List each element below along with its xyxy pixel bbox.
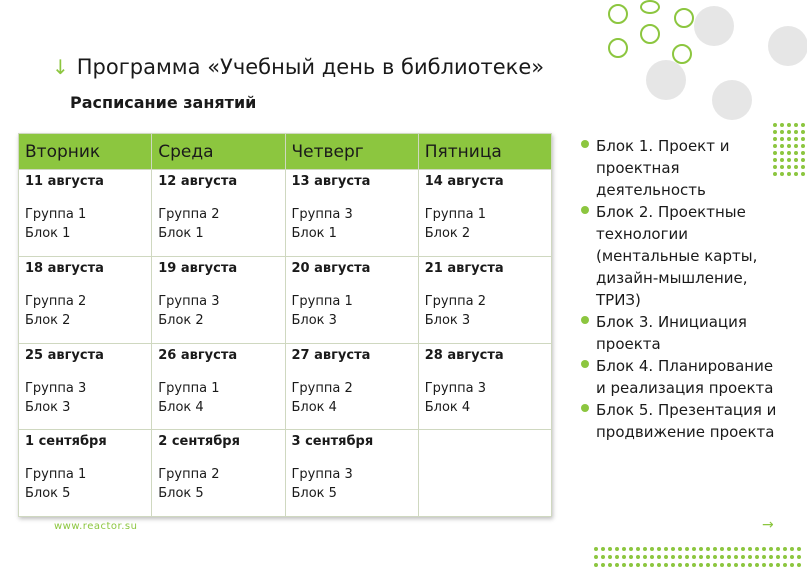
schedule-cell-empty (418, 430, 551, 517)
blocks-list (584, 135, 784, 443)
cell-date: 20 августа (291, 260, 371, 276)
cell-date: 18 августа (25, 260, 104, 276)
schedule-cell (19, 170, 152, 257)
cell-group: Группа 3 (158, 293, 220, 309)
cell-group: Группа 3 (291, 467, 353, 483)
schedule-cell (152, 170, 285, 257)
cell-block: Блок 4 (291, 399, 337, 415)
schedule-cell (19, 430, 152, 517)
list-item-text: Блок 2. Проектные технологии (ментальные карты, дизайн-мышление, ТРИЗ) (596, 203, 758, 309)
column-header: Вторник (19, 134, 152, 170)
cell-date: 21 августа (424, 260, 504, 276)
schedule-cell (418, 170, 551, 257)
schedule-cell (418, 256, 551, 343)
table-row (19, 430, 552, 517)
decor-dotgrid-bottom (594, 547, 801, 567)
schedule-cell (152, 430, 285, 517)
bullet-icon (581, 404, 589, 412)
schedule-cell (152, 256, 285, 343)
cell-group: Группа 1 (424, 207, 486, 222)
arrow-right-icon[interactable]: → (762, 517, 774, 533)
cell-group: Группа 2 (25, 293, 87, 309)
bullet-icon (581, 316, 589, 324)
schedule-cell (19, 256, 152, 343)
schedule-cell (285, 170, 418, 257)
cell-date: 2 сентября (158, 434, 240, 450)
cell-date: 1 сентября (25, 434, 107, 450)
cell-group: Группа 2 (291, 380, 353, 396)
cell-group: Группа 2 (158, 207, 220, 222)
cell-block: Блок 4 (424, 399, 471, 415)
cell-group: Группа 2 (158, 467, 220, 483)
list-item-text: Блок 1. Проект и проектная деятельность (596, 137, 730, 199)
cell-block: Блок 2 (158, 312, 204, 328)
schedule-table (18, 133, 552, 517)
cell-block: Блок 3 (25, 399, 71, 415)
schedule-cell (418, 343, 551, 430)
list-item (584, 135, 784, 201)
cell-block: Блок 4 (158, 399, 204, 415)
cell-block: Блок 5 (158, 486, 204, 502)
footer-url-link[interactable]: www.reactor.su (54, 521, 138, 532)
page-title-text: Программа «Учебный день в библиотеке» (76, 55, 545, 79)
list-item (584, 311, 784, 355)
list-item (584, 201, 784, 311)
cell-date: 19 августа (158, 260, 238, 276)
column-header: Пятница (418, 134, 551, 170)
cell-block: Блок 1 (158, 226, 204, 241)
column-header: Четверг (285, 134, 418, 170)
schedule-cell (285, 256, 418, 343)
table-row (19, 256, 552, 343)
cell-block: Блок 5 (291, 486, 337, 502)
cell-date: 28 августа (424, 347, 504, 363)
bullet-icon (581, 206, 589, 214)
cell-block: Блок 5 (25, 486, 71, 502)
cell-group: Группа 1 (291, 293, 353, 309)
schedule-header-row (19, 134, 552, 170)
page-title (52, 55, 544, 79)
cell-block: Блок 1 (291, 226, 337, 241)
schedule-cell (285, 430, 418, 517)
cell-block: Блок 3 (291, 312, 337, 328)
cell-group: Группа 1 (25, 467, 87, 483)
list-item-text: Блок 5. Презентация и продвижение проекта (596, 401, 777, 441)
page-subtitle: Расписание занятий (70, 93, 257, 112)
list-item (584, 355, 784, 399)
schedule-cell (152, 343, 285, 430)
cell-date: 12 августа (158, 174, 238, 189)
schedule-cell (285, 343, 418, 430)
table-row (19, 343, 552, 430)
cell-group: Группа 1 (25, 207, 87, 222)
bullet-icon (581, 140, 589, 148)
arrow-down-icon: ↓ (52, 55, 69, 79)
cell-group: Группа 3 (25, 380, 87, 396)
table-row (19, 170, 552, 257)
list-item-text: Блок 4. Планирование и реализация проекта (596, 357, 774, 397)
column-header: Среда (152, 134, 285, 170)
list-item-text: Блок 3. Инициация проекта (596, 313, 747, 353)
cell-group: Группа 3 (424, 380, 486, 396)
cell-date: 27 августа (291, 347, 371, 363)
cell-date: 26 августа (158, 347, 238, 363)
cell-block: Блок 2 (25, 312, 71, 328)
cell-group: Группа 1 (158, 380, 220, 396)
cell-date: 13 августа (291, 174, 371, 189)
cell-block: Блок 3 (424, 312, 471, 328)
cell-group: Группа 2 (424, 293, 486, 309)
schedule-cell (19, 343, 152, 430)
cell-date: 11 августа (25, 174, 104, 189)
cell-date: 3 сентября (291, 434, 374, 450)
list-item (584, 399, 784, 443)
cell-group: Группа 3 (291, 207, 353, 222)
cell-block: Блок 2 (424, 226, 471, 241)
bullet-icon (581, 360, 589, 368)
cell-date: 25 августа (25, 347, 104, 363)
cell-block: Блок 1 (25, 226, 71, 241)
cell-date: 14 августа (424, 174, 504, 189)
